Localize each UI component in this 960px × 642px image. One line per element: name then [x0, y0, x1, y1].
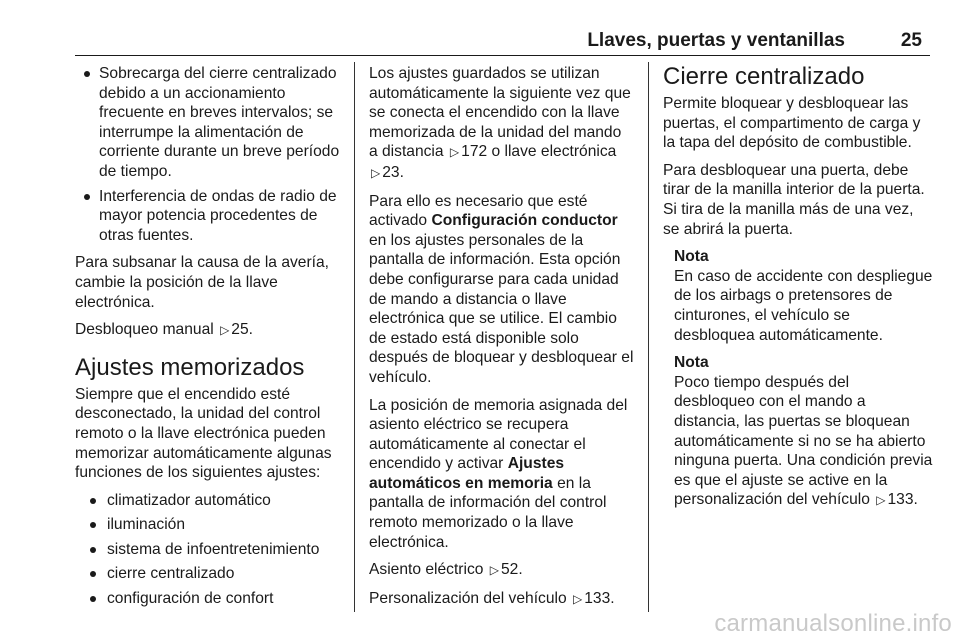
list-item: Interferencia de ondas de radio de mayor potencia procedentes de otras fuentes. [75, 187, 343, 246]
column-2 [369, 64, 634, 617]
paragraph: La posición de memoria asignada del asiento eléctrico se recupera automáticamente al conectar el encendido y activar Ajustes automáticos en memoria en la pantalla de información del control remoto memorizado o la llave electrónica. [369, 396, 628, 551]
note-text: Poco tiempo después del desbloqueo con el mando a distancia, las puertas se bloquean automáticamente si no se ha abierto ninguna puerta. Una condición previa es que el ajuste se active en la personalización del vehículo ▷ 133. [674, 373, 933, 509]
list-item: configuración de confort [75, 589, 343, 609]
paragraph: Personalización del vehículo ▷ 133. [369, 589, 615, 607]
note-title: Nota [674, 354, 709, 372]
watermark: carmanualsonline.info [714, 610, 952, 637]
column-divider-left [354, 62, 355, 612]
paragraph: Para ello es necesario que esté activado Configuración conductor en los ajustes personales de la pantalla de información. Esta opción debe configurarse para cada unidad de mando a distancia o llave electrónica que se utilice. El cambio de estado está disponible solo después de bloquear y desbloquear el vehículo. [369, 192, 634, 386]
note-box [663, 353, 933, 511]
paragraph: Permite bloquear y desbloquear las puertas, el compartimento de carga y la tapa del depósito de combustible. [663, 95, 921, 152]
list-item: Sobrecarga del cierre centralizado debido a un accionamiento frecuente en breves intervalos; se interrumpe la alimentación de corriente durante un breve período de tiempo. [75, 64, 343, 182]
list-item: cierre centralizado [75, 564, 343, 584]
note-title: Nota [674, 248, 709, 266]
column-divider-right [648, 62, 649, 612]
header-title: Llaves, puertas y ventanillas [587, 30, 845, 51]
paragraph: Desbloqueo manual ▷ 25. [75, 321, 253, 339]
paragraph: Siempre que el encendido esté desconectado, la unidad del control remoto o la llave electrónica pueden memorizar automáticamente algunas funciones de los siguientes ajustes: [75, 385, 332, 482]
page-number: 25 [900, 30, 922, 51]
memorized-settings-list [75, 491, 343, 609]
paragraph: Asiento eléctrico ▷ 52. [369, 561, 523, 579]
page-reference-arrow-icon: ▷ [876, 493, 886, 508]
header-rule [75, 55, 930, 56]
list-item: iluminación [75, 515, 343, 535]
note-box [663, 247, 933, 345]
paragraph: Los ajustes guardados se utilizan automáticamente la siguiente vez que se conecta el encendido con la llave memorizada de la unidad del mando a distancia ▷ 172 o llave electrónica ▷ 23. [369, 65, 631, 181]
page-reference-arrow-icon: ▷ [371, 165, 381, 180]
setting-name: Ajustes automáticos en memoria [369, 455, 565, 492]
list-item: sistema de infoentretenimiento [75, 540, 343, 560]
page-header [75, 0, 930, 56]
note-text: En caso de accidente con despliegue de los airbags o pretensores de cinturones, el vehículo se desbloquea automáticamente. [674, 267, 933, 344]
page-reference-arrow-icon: ▷ [572, 591, 583, 606]
paragraph: Para desbloquear una puerta, debe tirar de la manilla interior de la puerta. Si tira de la manilla más de una vez, se abrirá la puerta. [663, 161, 925, 238]
page-reference-arrow-icon: ▷ [449, 145, 460, 160]
fault-causes-list [75, 64, 343, 245]
section-heading: Cierre centralizado [663, 63, 865, 90]
section-heading: Ajustes memorizados [75, 353, 305, 381]
column-1 [75, 64, 343, 617]
page-reference-arrow-icon: ▷ [489, 563, 499, 578]
list-item: climatizador automático [75, 491, 343, 511]
page-reference: 25. [231, 321, 253, 339]
paragraph: Para subsanar la causa de la avería, cambie la posición de la llave electrónica. [75, 254, 329, 311]
setting-name: Configuración conductor [431, 212, 618, 230]
column-3 [663, 64, 933, 519]
page-reference-arrow-icon: ▷ [220, 323, 230, 338]
